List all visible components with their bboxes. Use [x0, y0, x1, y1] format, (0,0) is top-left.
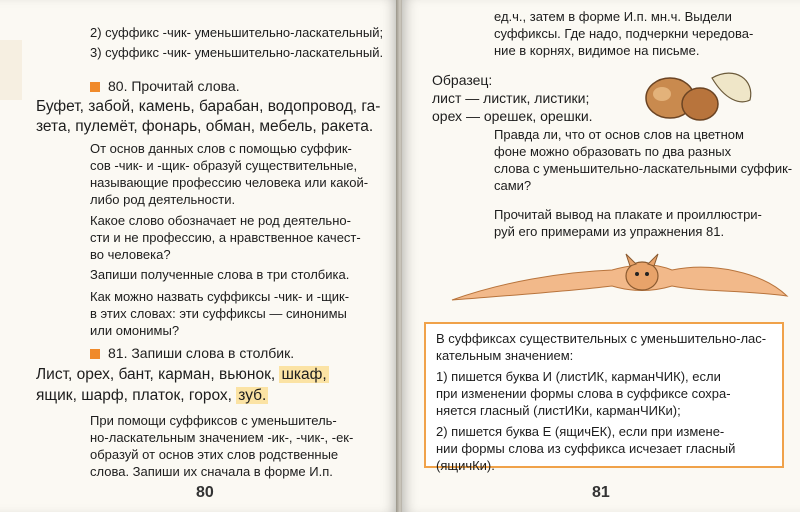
- left-page: [0, 0, 398, 512]
- right-page: [402, 0, 800, 512]
- ex80-words-line-2: зета, пулемёт, фонарь, обман, мебель, ракета.: [36, 118, 374, 135]
- exercise-marker-icon: [90, 349, 100, 359]
- ex80-words-line-1: Буфет, забой, камень, барабан, водопровод, га-: [36, 98, 381, 115]
- highlighted-word: шкаф,: [281, 366, 327, 383]
- exercise-81-title: 81. Запиши слова в столбик.: [90, 345, 294, 362]
- nuts-illustration: [640, 60, 760, 132]
- highlighted-word: зуб.: [238, 387, 267, 404]
- sample-line-2: орех — орешек, орешки.: [432, 108, 593, 124]
- sample-line-1: лист — листик, листики;: [432, 90, 590, 106]
- ex80-question-2: Какое слово обозначает не род деятельно- сти и не профессию, а нравственное качест- во человека?: [90, 213, 361, 262]
- bleed-through-art: [0, 40, 22, 100]
- ex81-words-line-1: Лист, орех, бант, карман, вьюнок, шкаф,: [36, 366, 327, 383]
- ex80-question-3: Запиши полученные слова в три столбика.: [90, 267, 350, 282]
- ex81-paragraph: При помощи суффиксов с уменьшитель- но-ласкательным значением -ик-, -чик-, -ек- образуй от основ этих слов родственные слова. Запиши их сначала в форме И.п.: [90, 413, 354, 479]
- sample-label: Образец:: [432, 72, 493, 88]
- suffix-line-3: 3) суффикс -чик- уменьшительно-ласкательный.: [90, 45, 384, 60]
- exercise-marker-icon: [90, 82, 100, 92]
- exercise-80-title: 80. Прочитай слова.: [90, 78, 240, 95]
- suffix-line-2: 2) суффикс -чик- уменьшительно-ласкательный;: [90, 25, 384, 40]
- ex80-question-1: От основ данных слов с помощью суффик- сов -чик- и -щик- образуй существительные, называющие профессию человека или какой- либо род деятельности.: [90, 141, 369, 207]
- task-text: Прочитай вывод на плакате и проиллюстри- руй его примерами из упражнения 81.: [494, 207, 762, 239]
- continued-text: ед.ч., затем в форме И.п. мн.ч. Выдели суффиксы. Где надо, подчеркни чередова- ние в корнях, видимое на письме.: [494, 9, 754, 58]
- ex80-question-4: Как можно назвать суффиксы -чик- и -щик- в этих словах: эти суффиксы — синонимы или омонимы?: [90, 289, 350, 338]
- ex81-words-line-2: ящик, шарф, платок, горох, зуб.: [36, 387, 267, 404]
- page-number-right: 81: [592, 484, 610, 501]
- page-number-left: 80: [196, 484, 214, 501]
- sample-question: Правда ли, что от основ слов на цветном фоне можно образовать по два разных слова с уменьшительно-ласкательными суффик- сами?: [494, 127, 793, 193]
- bat-illustration: [442, 252, 792, 312]
- rule-poster: В суффиксах существительных с уменьшительно-лас- кательным значением: 1) пишется буква И (листИК, карманЧИК), если при изменении формы слова в суффиксе сохра- няется гласный (листИКи, карманЧИКи); 2) пишется буква Е (ящичЕК), если при измене- нии формы слова из суффикса исчезает гласный (ящичКи).: [424, 322, 784, 468]
